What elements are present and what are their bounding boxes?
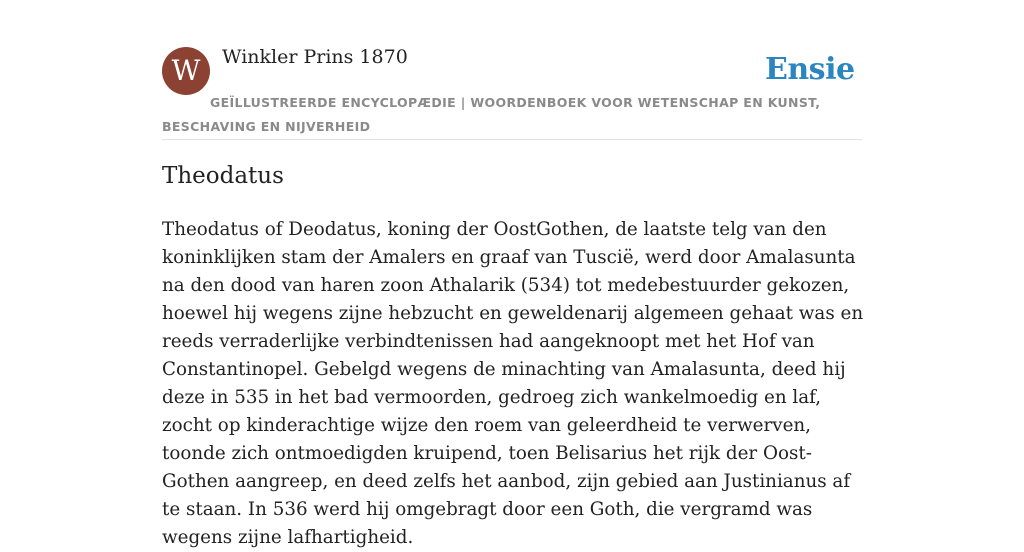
brand-logo[interactable]: Ensie	[765, 52, 855, 87]
entry-title: Theodatus	[162, 163, 284, 189]
avatar-letter: W	[171, 54, 201, 87]
header-divider	[162, 139, 862, 140]
source-subtitle: GEÏLLUSTREERDE ENCYCLOPÆDIE | WOORDENBOEK VOOR WETENSCHAP EN KUNST, BESCHAVING EN NIJVERHEID	[162, 95, 821, 134]
source-title[interactable]: Winkler Prins 1870	[222, 46, 408, 68]
entry-body: Theodatus of Deodatus, koning der OostGothen, de laatste telg van den koninklijken stam der Amalers en graaf van Tuscië, werd door Amalasunta na den dood van haren zoon Athalarik (534) tot medebestuurder gekozen, hoewel hij wegens zijne hebzucht en geweldenarij algemeen gehaat was en reeds verraderlijke verbindtenissen had aangeknoopt met het Hof van Constantinopel. Gebelgd wegens de minachting van Amalasunta, deed hij deze in 535 in het bad vermoorden, gedroeg zich wankelmoedig en laf, zocht op kinderachtige wijze den roem van geleerdheid te verwerven, toonde zich ontmoedigden kruipend, toen Belisarius het rijk der Oost-Gothen aangreep, en deed zelfs het aanbod, zijn gebied aan Justinianus af te staan. In 536 werd hij omgebragt door een Goth, die vergramd was wegens zijne lafhartigheid.	[162, 219, 864, 548]
source-avatar[interactable]	[162, 47, 210, 95]
